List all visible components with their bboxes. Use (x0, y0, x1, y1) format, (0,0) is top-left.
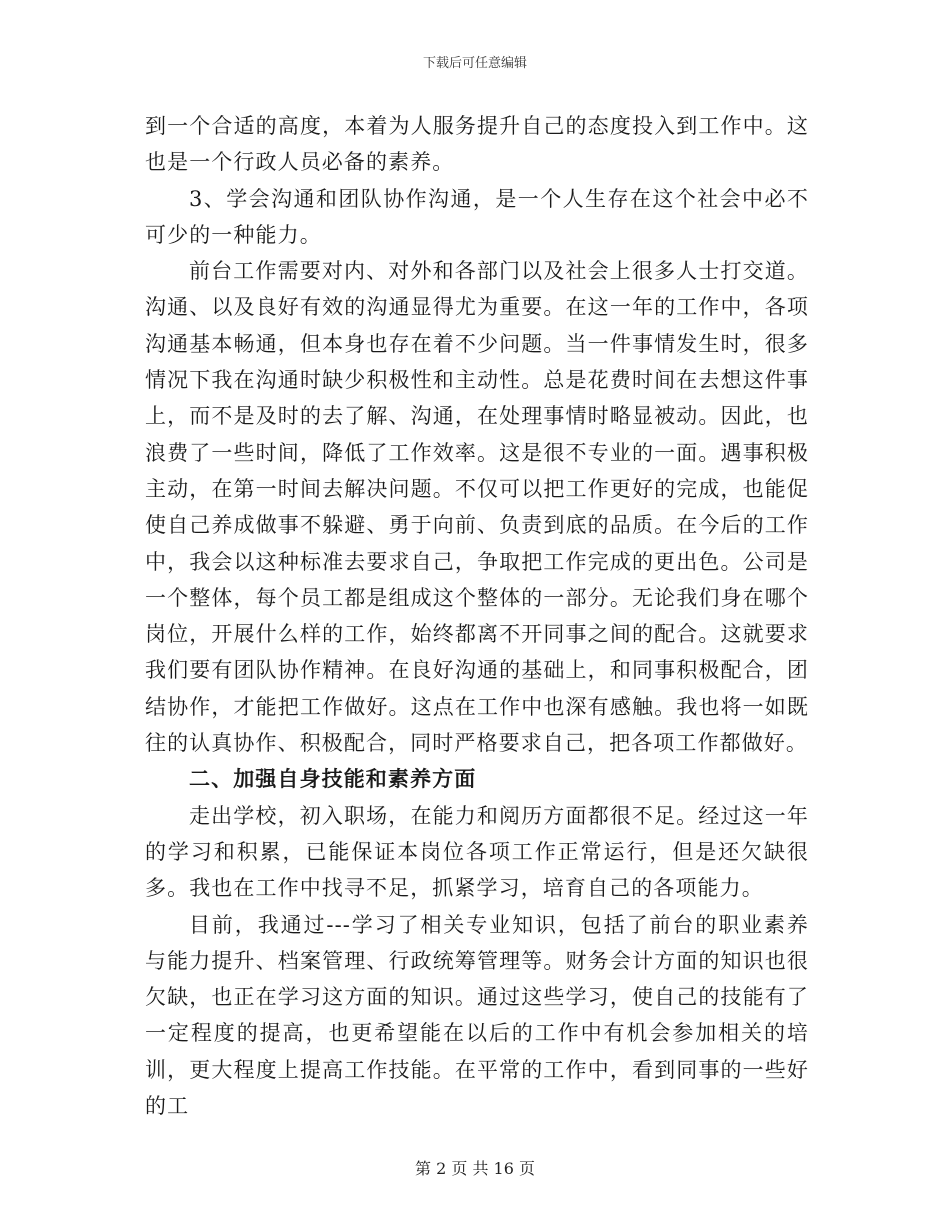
document-body (145, 108, 809, 1124)
paragraph-studies: 目前，我通过---学习了相关专业知识，包括了前台的职业素养与能力提升、档案管理、行政统筹管理等。财务会计方面的知识也很欠缺，也正在学习这方面的知识。通过这些学习，使自己的技能有了一定程度的提高，也更希望能在以后的工作中有机会参加相关的培训，更大程度上提高工作技能。在平常的工作中，看到同事的一些好的工 (145, 912, 809, 1119)
page-number: 第 2 页 共 16 页 (415, 1159, 535, 1178)
paragraph-continuation: 到一个合适的高度，本着为人服务提升自己的态度投入到工作中。这也是一个行政人员必备的素养。 (145, 114, 809, 175)
page-header: 下载后可任意编辑 (422, 56, 527, 71)
paragraph-communication: 3、学会沟通和团队协作沟通，是一个人生存在这个社会中必不可少的一种能力。 (145, 186, 809, 247)
paragraph-entering-workplace: 走出学校，初入职场，在能力和阅历方面都很不足。经过这一年的学习和积累，已能保证本岗位各项工作正常运行，但是还欠缺很多。我也在工作中找寻不足，抓紧学习，培育自己的各项能力。 (145, 803, 809, 901)
paragraph-front-desk: 前台工作需要对内、对外和各部门以及社会上很多人士打交道。沟通、以及良好有效的沟通显得尤为重要。在这一年的工作中，各项沟通基本畅通，但本身也存在着不少问题。当一件事情发生时，很多情况下我在沟通时缺少积极性和主动性。总是花费时间在去想这件事上，而不是及时的去了解、沟通，在处理事情时略显被动。因此，也浪费了一些时间，降低了工作效率。这是很不专业的一面。遇事积极主动，在第一时间去解决问题。不仅可以把工作更好的完成，也能促使自己养成做事不躲避、勇于向前、负责到底的品质。在今后的工作中，我会以这种标准去要求自己，争取把工作完成的更出色。公司是一个整体，每个员工都是组成这个整体的一部分。无论我们身在哪个岗位，开展什么样的工作，始终都离不开同事之间的配合。这就要求我们要有团队协作精神。在良好沟通的基础上，和同事积极配合，团结协作，才能把工作做好。这点在工作中也深有感触。我也将一如既往的认真协作、积极配合，同时严格要求自己，把各项工作都做好。 (145, 259, 809, 756)
section-heading: 二、加强自身技能和素养方面 (189, 766, 477, 792)
